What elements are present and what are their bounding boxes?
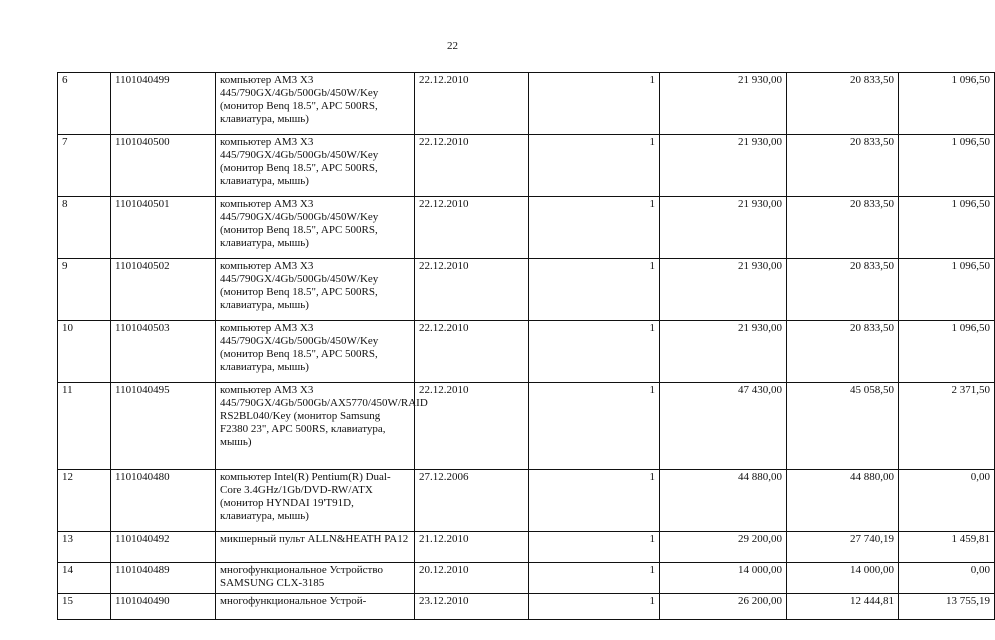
row-number-cell: 9 <box>58 259 111 321</box>
inventory-code-cell: 1101040495 <box>111 383 216 470</box>
table-row <box>58 321 995 383</box>
table-row <box>58 532 995 563</box>
residual-value-cell: 1 096,50 <box>899 321 995 383</box>
cost-cell: 21 930,00 <box>660 321 787 383</box>
row-number-cell: 13 <box>58 532 111 563</box>
date-cell: 20.12.2010 <box>415 563 529 594</box>
inventory-code-cell: 1101040503 <box>111 321 216 383</box>
depreciation-cell: 20 833,50 <box>787 73 899 135</box>
item-name-cell: микшерный пульт ALLN&HEATH PA12 <box>216 532 415 563</box>
quantity-cell: 1 <box>529 321 660 383</box>
depreciation-cell: 20 833,50 <box>787 259 899 321</box>
inventory-code-cell: 1101040502 <box>111 259 216 321</box>
inventory-code-cell: 1101040480 <box>111 470 216 532</box>
inventory-table-body <box>58 73 995 620</box>
residual-value-cell: 1 096,50 <box>899 73 995 135</box>
date-cell: 23.12.2010 <box>415 594 529 620</box>
date-cell: 22.12.2010 <box>415 73 529 135</box>
table-row <box>58 135 995 197</box>
residual-value-cell: 0,00 <box>899 470 995 532</box>
residual-value-cell: 1 096,50 <box>899 259 995 321</box>
item-name-cell: многофункциональное Устрой- <box>216 594 415 620</box>
depreciation-cell: 20 833,50 <box>787 135 899 197</box>
date-cell: 27.12.2006 <box>415 470 529 532</box>
inventory-code-cell: 1101040501 <box>111 197 216 259</box>
quantity-cell: 1 <box>529 470 660 532</box>
row-number-cell: 12 <box>58 470 111 532</box>
cost-cell: 47 430,00 <box>660 383 787 470</box>
residual-value-cell: 13 755,19 <box>899 594 995 620</box>
quantity-cell: 1 <box>529 532 660 563</box>
cost-cell: 21 930,00 <box>660 73 787 135</box>
cost-cell: 21 930,00 <box>660 197 787 259</box>
quantity-cell: 1 <box>529 135 660 197</box>
residual-value-cell: 1 096,50 <box>899 197 995 259</box>
table-row <box>58 383 995 470</box>
date-cell: 22.12.2010 <box>415 321 529 383</box>
depreciation-cell: 12 444,81 <box>787 594 899 620</box>
row-number-cell: 14 <box>58 563 111 594</box>
item-name-cell: компьютер AM3 X3 445/790GX/4Gb/500Gb/450W/Key (монитор Benq 18.5", APC 500RS, клавиатура, мышь) <box>216 321 415 383</box>
item-name-cell: компьютер AM3 X3 445/790GX/4Gb/500Gb/450W/Key (монитор Benq 18.5", APC 500RS, клавиатура, мышь) <box>216 197 415 259</box>
table-row <box>58 563 995 594</box>
item-name-cell: компьютер AM3 X3 445/790GX/4Gb/500Gb/450W/Key (монитор Benq 18.5", APC 500RS, клавиатура, мышь) <box>216 73 415 135</box>
depreciation-cell: 14 000,00 <box>787 563 899 594</box>
cost-cell: 26 200,00 <box>660 594 787 620</box>
date-cell: 21.12.2010 <box>415 532 529 563</box>
depreciation-cell: 20 833,50 <box>787 197 899 259</box>
date-cell: 22.12.2010 <box>415 197 529 259</box>
quantity-cell: 1 <box>529 73 660 135</box>
date-cell: 22.12.2010 <box>415 383 529 470</box>
item-name-cell: компьютер AM3 X3 445/790GX/4Gb/500Gb/450W/Key (монитор Benq 18.5", APC 500RS, клавиатура, мышь) <box>216 259 415 321</box>
row-number-cell: 7 <box>58 135 111 197</box>
cost-cell: 21 930,00 <box>660 259 787 321</box>
date-cell: 22.12.2010 <box>415 259 529 321</box>
cost-cell: 21 930,00 <box>660 135 787 197</box>
row-number-cell: 15 <box>58 594 111 620</box>
depreciation-cell: 20 833,50 <box>787 321 899 383</box>
inventory-code-cell: 1101040500 <box>111 135 216 197</box>
cost-cell: 44 880,00 <box>660 470 787 532</box>
residual-value-cell: 1 096,50 <box>899 135 995 197</box>
inventory-code-cell: 1101040499 <box>111 73 216 135</box>
row-number-cell: 8 <box>58 197 111 259</box>
row-number-cell: 11 <box>58 383 111 470</box>
inventory-code-cell: 1101040489 <box>111 563 216 594</box>
quantity-cell: 1 <box>529 197 660 259</box>
row-number-cell: 6 <box>58 73 111 135</box>
inventory-code-cell: 1101040492 <box>111 532 216 563</box>
date-cell: 22.12.2010 <box>415 135 529 197</box>
table-row <box>58 594 995 620</box>
item-name-cell: компьютер Intel(R) Pentium(R) Dual-Core 3.4GHz/1Gb/DVD-RW/ATX (монитор HYNDAI 19'T91D, клавиатура, мышь) <box>216 470 415 532</box>
cost-cell: 14 000,00 <box>660 563 787 594</box>
table-row <box>58 73 995 135</box>
quantity-cell: 1 <box>529 259 660 321</box>
depreciation-cell: 44 880,00 <box>787 470 899 532</box>
item-name-cell: компьютер AM3 X3 445/790GX/4Gb/500Gb/AX5770/450W/RAID RS2BL040/Key (монитор Samsung F2380 23", APC 500RS, клавиатура, мышь) <box>216 383 415 470</box>
inventory-table <box>57 72 995 620</box>
page-number: 22 <box>447 40 458 52</box>
depreciation-cell: 45 058,50 <box>787 383 899 470</box>
item-name-cell: компьютер AM3 X3 445/790GX/4Gb/500Gb/450W/Key (монитор Benq 18.5", APC 500RS, клавиатура, мышь) <box>216 135 415 197</box>
inventory-code-cell: 1101040490 <box>111 594 216 620</box>
item-name-cell: многофункциональное Устройство SAMSUNG CLX-3185 <box>216 563 415 594</box>
residual-value-cell: 1 459,81 <box>899 532 995 563</box>
depreciation-cell: 27 740,19 <box>787 532 899 563</box>
quantity-cell: 1 <box>529 383 660 470</box>
table-row <box>58 197 995 259</box>
quantity-cell: 1 <box>529 594 660 620</box>
row-number-cell: 10 <box>58 321 111 383</box>
cost-cell: 29 200,00 <box>660 532 787 563</box>
table-row <box>58 259 995 321</box>
quantity-cell: 1 <box>529 563 660 594</box>
residual-value-cell: 2 371,50 <box>899 383 995 470</box>
residual-value-cell: 0,00 <box>899 563 995 594</box>
table-row <box>58 470 995 532</box>
